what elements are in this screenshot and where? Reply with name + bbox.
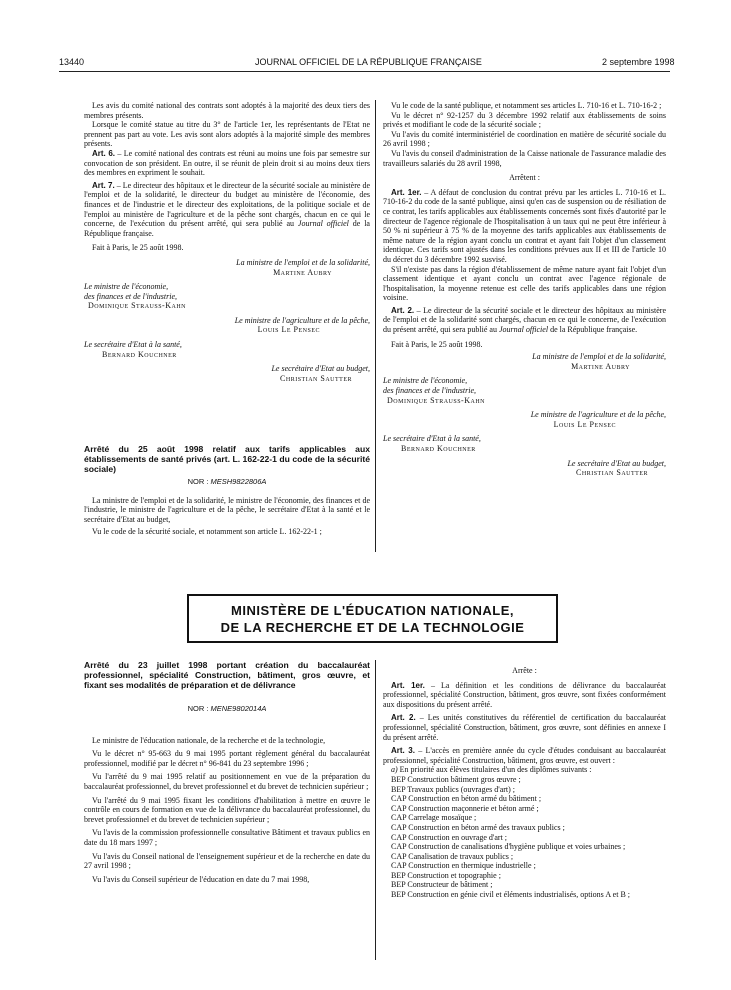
signatory-title: des finances et de l'industrie, xyxy=(383,386,477,396)
column-divider xyxy=(375,100,376,552)
article-text: – Le directeur des hôpitaux et le directeur de la sécurité sociale au ministère de l'emploi et de la solidarité, le directeur du budget au ministère de l'économie, des finances et de l'industrie et le directeur des exploitations, de la politique sociale et de l'emploi au ministère de l'agriculture et de la pêche sont chargés, chacun en ce qui le concerne, de l'exécution du présent arrêté, qui sera publié au xyxy=(84,180,371,229)
signatory-name: Louis Le Pensec xyxy=(257,325,320,335)
article-2 xyxy=(383,713,666,742)
list-item: BEP Constructeur de bâtiment ; xyxy=(391,880,493,890)
list-item: BEP Construction et topographie ; xyxy=(391,870,501,880)
signatory-title: Le secrétaire d'Etat à la santé, xyxy=(383,434,481,444)
list-item: CAP Construction en béton armé du bâtiment ; xyxy=(391,794,542,804)
journal-ref: Journal officiel xyxy=(297,219,349,229)
nor-reference xyxy=(84,477,370,487)
fait-a-paris: Fait à Paris, le 25 août 1998. xyxy=(92,243,184,253)
arrete-title: Arrêté du 25 août 1998 relatif aux tarifs applicables aux établissements de santé privés (art. L. 162-22-1 du code de la sécurité sociale) xyxy=(84,444,370,474)
page-number: 13440 xyxy=(59,57,85,67)
signatory-name: Dominique Strauss-Kahn xyxy=(88,301,187,311)
list-item: CAP Carrelage mosaïque ; xyxy=(391,813,477,823)
signatory-title: La ministre de l'emploi et de la solidarité, xyxy=(236,257,370,267)
fait-a-paris: Fait à Paris, le 25 août 1998. xyxy=(391,339,483,349)
left-column-arrete-tarifs xyxy=(84,444,370,537)
signatory-name: Christian Sautter xyxy=(280,373,352,383)
journal-ref: Journal officiel xyxy=(498,325,549,335)
signatory-name: Christian Sautter xyxy=(576,468,648,478)
signatory-name: Bernard Kouchner xyxy=(102,349,177,359)
visa: Vu l'avis du conseil d'administration de la Caisse nationale de l'assurance maladie des travailleurs salariés du 28 avril 1998, xyxy=(383,148,666,168)
visa: Vu le code de la santé publique, et notamment ses articles L. 710-16 et L. 710-16-2 ; xyxy=(391,101,662,110)
list-item: CAP Construction de canalisations d'hygiène publique et voies urbaines ; xyxy=(391,842,626,852)
signatory-title: des finances et de l'industrie, xyxy=(84,291,178,301)
visa: Vu le décret n° 92-1257 du 3 décembre 1992 relatif aux établissements de soins privés et modifiant le code de la sécurité sociale ; xyxy=(383,110,666,130)
article-7 xyxy=(84,181,370,239)
visa: Vu le décret n° 95-663 du 9 mai 1995 portant règlement général du baccalauréat professionnel, modifié par le décret n° 96-841 du 23 septembre 1996 ; xyxy=(84,749,370,768)
ministry-line-2: DE LA RECHERCHE ET DE LA TECHNOLOGIE xyxy=(220,620,525,635)
list-item: BEP Construction bâtiment gros œuvre ; xyxy=(391,774,521,784)
left-column-lower xyxy=(84,660,370,884)
paragraph: Lorsque le comité statue au titre du 3° de l'article 1er, les représentants de l'Etat ne prennent pas part au vote. Les avis sont alors adoptés à la majorité simple des membres présents. xyxy=(84,120,370,149)
article-text: – A défaut de conclusion du contrat prévu par les articles L. 710-16 et L. 710-16-2 du code de la santé publique, ainsi qu'en cas de suspension ou de résiliation de ce contrat, les tarifs applicables aux établissements concernés sont fixés d'autorité par le directeur de l'agence régionale de l'hospitalisation à un taux qui ne peut être inférieur à 50 % ni supérieur à 75 % de la moyenne des tarifs applicables aux établissements de même nature de la région ayant conclu un contrat et ayant fait l'objet d'un classement identique. Ces tarifs sont ajustés dans les conditions prévues aux II et III de l'article 10 du décret du 3 décembre 1992 susvisé. xyxy=(383,187,666,264)
visa: Vu l'avis du Conseil supérieur de l'éducation en date du 7 mai 1998, xyxy=(92,874,310,884)
article-text: – Le comité national des contrats est réuni au moins une fois par semestre sur convocation de son président. En outre, il se réunit de plein droit si au moins deux tiers des membres en expriment le souhait. xyxy=(84,148,370,178)
article-label: Art. 2. xyxy=(391,305,415,315)
nor-label: NOR : xyxy=(187,477,211,486)
nor-label: NOR : xyxy=(187,704,211,713)
journal-title: JOURNAL OFFICIEL DE LA RÉPUBLIQUE FRANÇAISE xyxy=(255,57,482,67)
paragraph: Vu le code de la sécurité sociale, et notamment son article L. 162-22-1 ; xyxy=(92,527,322,537)
signatory-title: Le ministre de l'agriculture et de la pêche, xyxy=(234,315,370,325)
signatory-title: La ministre de l'emploi et de la solidarité, xyxy=(532,352,666,362)
nor-code: MENE9802014A xyxy=(210,704,267,713)
article-label: Art. 2. xyxy=(391,713,416,723)
article-text-end: de la République française. xyxy=(548,325,638,335)
signatory-name: Martine Aubry xyxy=(571,361,630,371)
right-column-upper xyxy=(383,101,666,478)
article-2 xyxy=(383,306,666,335)
list-item: CAP Construction en thermique industrielle ; xyxy=(391,861,536,871)
list-item: CAP Construction en béton armé des travaux publics ; xyxy=(391,822,565,832)
list-item: CAP Construction maçonnerie et béton armé ; xyxy=(391,803,539,813)
article-text-end: de la République française. xyxy=(84,219,370,238)
visa: Vu l'arrêté du 9 mai 1995 relatif au positionnement en vue de la préparation du baccalauréat professionnel, du brevet professionnel et du brevet de technicien supérieur ; xyxy=(84,772,370,791)
article-label: Art. 3. xyxy=(391,746,415,756)
header-rule xyxy=(59,71,670,72)
column-divider xyxy=(375,660,376,960)
nor-reference xyxy=(84,704,370,714)
article-6 xyxy=(84,149,370,178)
signatory-name: Louis Le Pensec xyxy=(553,419,616,429)
list-item: CAP Construction en ouvrage d'art ; xyxy=(391,832,508,842)
visa: Vu l'avis du Conseil national de l'enseignement supérieur et de la recherche en date du 27 avril 1998 ; xyxy=(84,851,370,871)
list-marker: a) xyxy=(391,765,398,775)
list-intro xyxy=(383,765,666,775)
paragraph: Les avis du comité national des contrats sont adoptés à la majorité des deux tiers des membres présents. xyxy=(84,101,370,120)
article-label: Art. 1er. xyxy=(391,187,422,197)
left-column-upper xyxy=(84,101,370,383)
article-text: – L'accès en première année du cycle d'études conduisant au baccalauréat professionnel, spécialité Construction, bâtiment, gros œuvre, est ouvert : xyxy=(383,746,667,765)
signatory-title: Le ministre de l'agriculture et de la pêche, xyxy=(530,410,666,420)
list-item: CAP Canalisation de travaux publics ; xyxy=(391,851,514,861)
visa: Vu l'avis du comité interministériel de coordination en matière de sécurité sociale du 26 avril 1998 ; xyxy=(383,129,666,149)
right-column-lower xyxy=(383,666,666,900)
list-item: BEP Construction en génie civil et éléments industrialisés, options A et B ; xyxy=(391,890,631,900)
arretent: Arrêtent : xyxy=(509,173,540,183)
paragraph: La ministre de l'emploi et de la solidarité, le ministre de l'économie, des finances et de l'industrie, le ministre de l'agriculture et de la pêche, le secrétaire d'Etat à la santé et le secrétaire d'Etat au budget, xyxy=(84,495,370,524)
article-1 xyxy=(383,188,666,265)
visa: Vu l'avis de la commission professionnelle consultative Bâtiment et travaux publics en date du 18 mars 1997 ; xyxy=(84,828,370,847)
signatory-name: Martine Aubry xyxy=(273,267,332,277)
ministry-heading xyxy=(187,594,558,643)
signatory-title: Le secrétaire d'Etat à la santé, xyxy=(84,340,182,350)
article-label: Art. 6. xyxy=(92,148,116,158)
article-text: – Le directeur de la sécurité sociale et le directeur des hôpitaux au ministère de l'emploi et de la solidarité sont chargés, chacun en ce qui le concerne, de l'exécution du présent arrêté, qui sera publié au xyxy=(383,305,667,335)
article-text: – Les unités constitutives du référentiel de certification du baccalauréat professionnel, spécialité Construction, bâtiment, gros œuvre, sont définies en annexe I du présent arrêté. xyxy=(383,713,667,742)
article-text: – La définition et les conditions de délivrance du baccalauréat professionnel, spécialité Construction, bâtiment, gros œuvre, sont fixées conformément aux dispositions du présent arrêté. xyxy=(383,680,666,709)
signatory-name: Dominique Strauss-Kahn xyxy=(387,395,486,405)
arrete-title: Arrêté du 23 juillet 1998 portant création du baccalauréat professionnel, spécialité Construction, bâtiment, gros œuvre, et fixant ses modalités de préparation et de délivrance xyxy=(84,660,370,690)
signatory-title: Le ministre de l'économie, xyxy=(383,376,468,386)
article-label: Art. 1er. xyxy=(391,680,425,690)
signatory-title: Le secrétaire d'Etat au budget, xyxy=(271,364,370,374)
nor-code: MESH9822806A xyxy=(210,477,267,486)
visa: Vu l'arrêté du 9 mai 1995 fixant les conditions d'habilitation à mettre en œuvre le contrôle en cours de formation en vue de la délivrance du baccalauréat professionnel, du brevet professionnel et du brevet de technicien supérieur ; xyxy=(84,795,370,824)
list-intro-text: En priorité aux élèves titulaires d'un des diplômes suivants : xyxy=(397,765,592,775)
issue-date: 2 septembre 1998 xyxy=(602,57,675,67)
paragraph: Le ministre de l'éducation nationale, de la recherche et de la technologie, xyxy=(92,735,326,745)
list-item: BEP Travaux publics (ouvrages d'art) ; xyxy=(391,784,516,794)
signatory-title: Le secrétaire d'Etat au budget, xyxy=(567,458,666,468)
signatory-name: Bernard Kouchner xyxy=(401,444,476,453)
article-3 xyxy=(383,746,666,765)
article-label: Art. 7. xyxy=(92,180,115,190)
arrete-word: Arrête : xyxy=(512,666,537,675)
paragraph: S'il n'existe pas dans la région d'établissement de même nature ayant fait l'objet d'un classement identique et ayant conclu un contrat avec l'agence régionale de l'hospitalisation, la moyenne retenue est celle des tarifs applicables dans une région voisine. xyxy=(383,264,666,303)
signatory-title: Le ministre de l'économie, xyxy=(84,282,169,292)
ministry-line-1: MINISTÈRE DE L'ÉDUCATION NATIONALE, xyxy=(231,603,514,618)
article-1 xyxy=(383,681,666,710)
